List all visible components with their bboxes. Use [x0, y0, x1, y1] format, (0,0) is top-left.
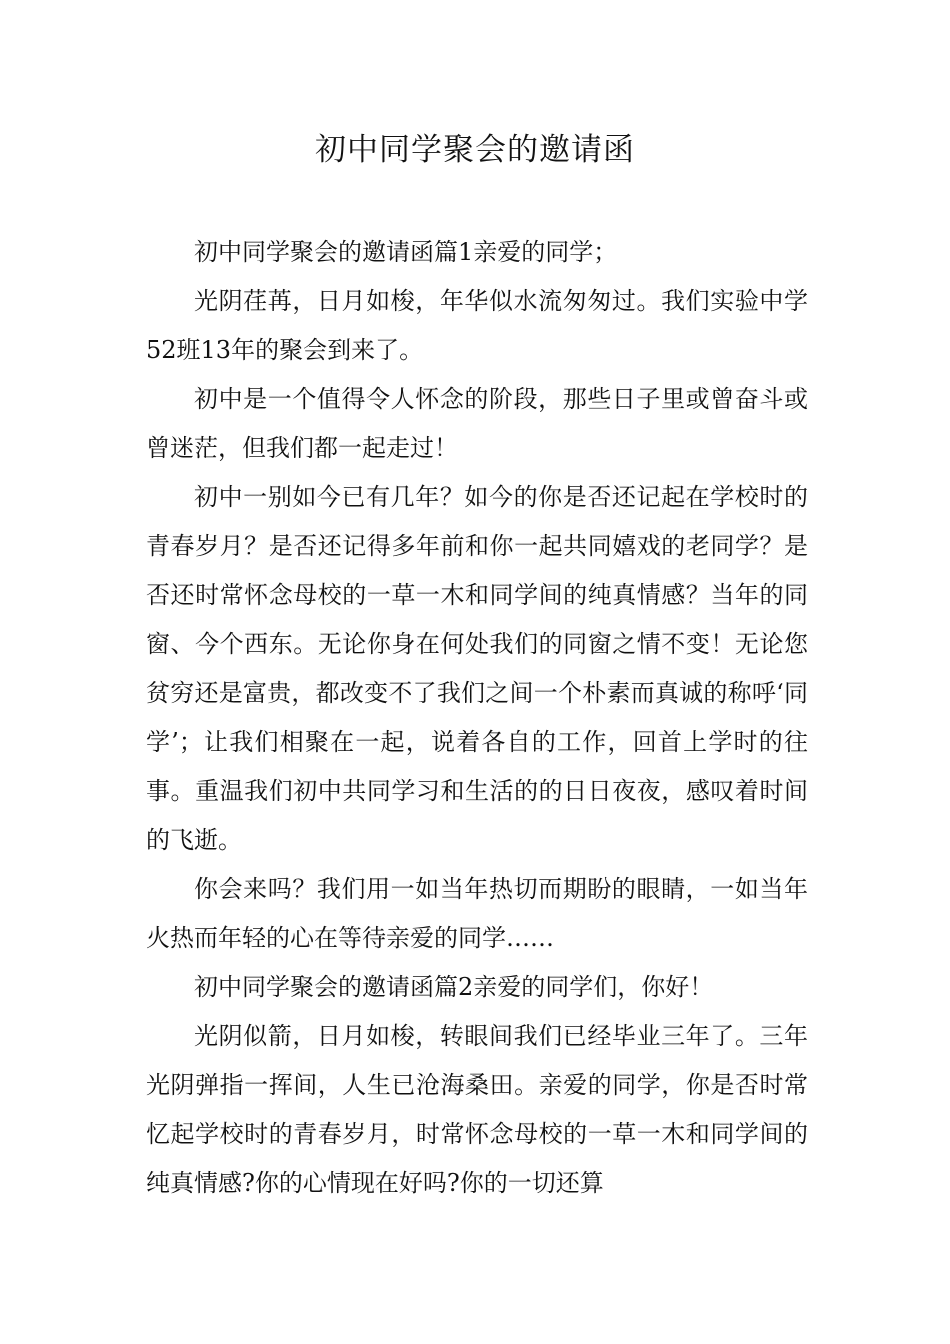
paragraph: 初中是一个值得令人怀念的阶段，那些日子里或曾奋斗或曾迷茫，但我们都一起走过！	[146, 385, 808, 462]
paragraph: 初中同学聚会的邀请函篇2亲爱的同学们，你好！	[194, 973, 714, 1001]
paragraph: 初中一别如今已有几年？如今的你是否还记起在学校时的青春岁月？是否还记得多年前和你一起共同嬉戏的老同学？是否还时常怀念母校的一草一木和同学间的纯真情感？当年的同窗、今个西东。无论你身在何处我们的同窗之情不变！无论您贫穷还是富贵，都改变不了我们之间一个朴素而真诚的称呼‘同学’；让我们相聚在一起，说着各自的工作，回首上学时的往事。重温我们初中共同学习和生活的的日日夜夜，感叹着时间的飞逝。	[146, 483, 808, 854]
document-title: 初中同学聚会的邀请函	[315, 132, 635, 168]
paragraph: 初中同学聚会的邀请函篇1亲爱的同学；	[194, 238, 618, 266]
paragraph: 光阴荏苒，日月如梭，年华似水流匆匆过。我们实验中学52班13年的聚会到来了。	[146, 287, 808, 364]
document-body	[146, 228, 808, 1208]
paragraph: 你会来吗？我们用一如当年热切而期盼的眼睛，一如当年火热而年轻的心在等待亲爱的同学……	[146, 875, 808, 952]
paragraph: 光阴似箭，日月如梭，转眼间我们已经毕业三年了。三年光阴弹指一挥间，人生已沧海桑田。亲爱的同学，你是否时常忆起学校时的青春岁月，时常怀念母校的一草一木和同学间的纯真情感?你的心情现在好吗?你的一切还算	[146, 1022, 808, 1197]
